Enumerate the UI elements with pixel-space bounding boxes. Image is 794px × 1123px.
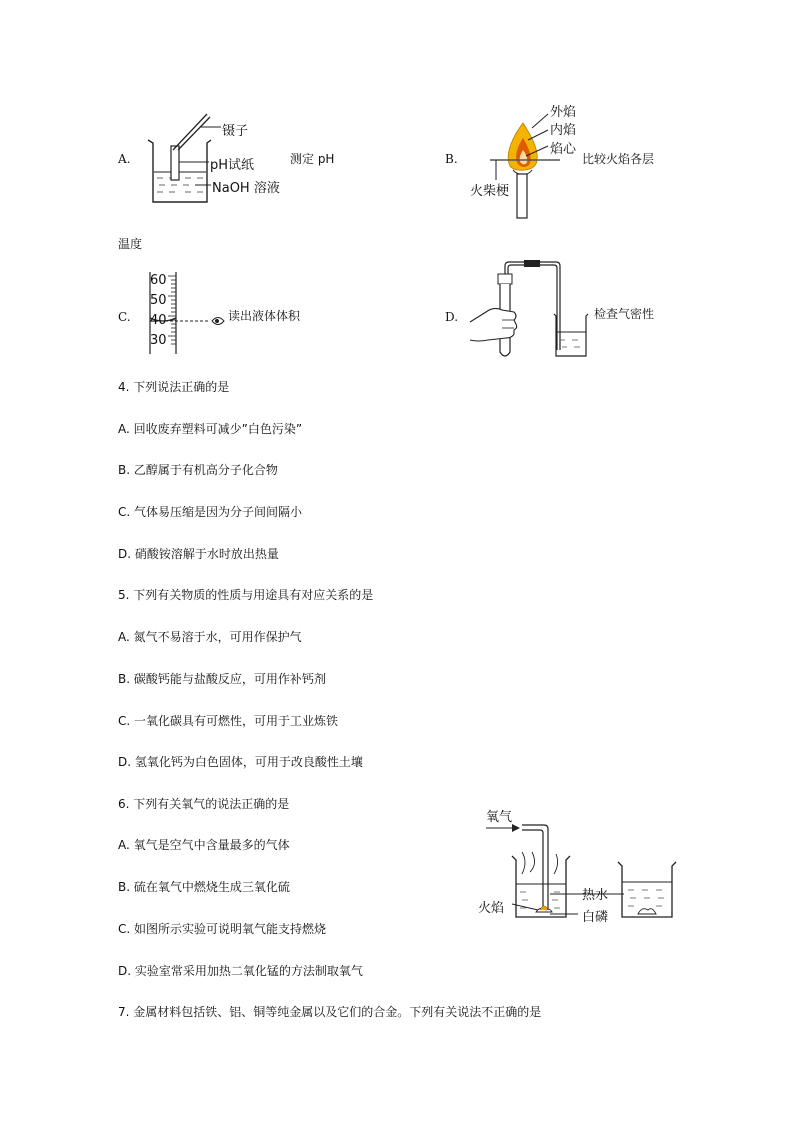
flame-core-label: 焰心	[550, 142, 577, 157]
flame-label: 火焰	[478, 901, 505, 916]
hot-water-label: 热水	[582, 888, 609, 903]
oxygen-label: 氧气	[486, 810, 513, 825]
question-5-option-c: C. 一氧化碳具有可燃性，可用于工业炼铁	[118, 714, 339, 728]
naoh-solution-label: NaOH 溶液	[212, 181, 280, 196]
airtightness-figure	[468, 262, 598, 367]
question-5-option-d: D. 氢氧化钙为白色固体，可用于改良酸性土壤	[118, 755, 363, 769]
question-4-option-d: D. 硝酸铵溶解于水时放出热量	[118, 547, 279, 561]
question-4-stem: 4. 下列说法正确的是	[118, 380, 230, 394]
tweezers-label: 镊子	[222, 124, 249, 139]
question-6-option-b: B. 硫在氧气中燃烧生成三氧化硫	[118, 880, 290, 894]
question-5-stem: 5. 下列有关物质的性质与用途具有对应关系的是	[118, 588, 374, 602]
cylinder-tick-30: 30	[150, 333, 167, 348]
outer-flame-label: 外焰	[550, 105, 577, 120]
question-7-stem: 7. 金属材料包括铁、铝、铜等纯金属以及它们的合金。下列有关说法不正确的是	[118, 1005, 542, 1019]
option-a-caption: 测定 pH	[290, 152, 335, 166]
question-5-option-a: A. 氮气不易溶于水，可用作保护气	[118, 630, 302, 644]
cylinder-tick-40: 40	[150, 313, 167, 328]
question-6-option-c: C. 如图所示实验可说明氧气能支持燃烧	[118, 922, 327, 936]
question-4-option-c: C. 气体易压缩是因为分子间间隔小	[118, 505, 303, 519]
option-d-letter: D.	[445, 310, 459, 324]
ph-paper-label: pH试纸	[210, 158, 255, 173]
cylinder-tick-60: 60	[150, 273, 167, 288]
option-a-letter: A.	[118, 152, 131, 166]
option-c-caption: 读出液体体积	[228, 309, 301, 323]
question-6-option-a: A. 氧气是空气中含量最多的气体	[118, 838, 290, 852]
cylinder-tick-50: 50	[150, 293, 167, 308]
option-d-caption: 检查气密性	[594, 307, 655, 321]
question-4-option-b: B. 乙醇属于有机高分子化合物	[118, 463, 278, 477]
question-4-option-a: A. 回收废弃塑料可减少”白色污染”	[118, 422, 303, 436]
question-6-stem: 6. 下列有关氧气的说法正确的是	[118, 797, 290, 811]
option-b-letter: B.	[445, 152, 458, 166]
option-c-letter: C.	[118, 310, 131, 324]
inner-flame-label: 内焰	[550, 123, 577, 138]
question-6-option-d: D. 实验室常采用加热二氧化锰的方法制取氧气	[118, 964, 363, 978]
option-b-caption: 比较火焰各层	[582, 152, 655, 166]
option-b-caption-continued: 温度	[118, 237, 143, 251]
match-stick-label: 火柴梗	[470, 184, 510, 199]
white-phosphorus-label: 白磷	[582, 910, 609, 925]
question-5-option-b: B. 碳酸钙能与盐酸反应，可用作补钙剂	[118, 672, 326, 686]
